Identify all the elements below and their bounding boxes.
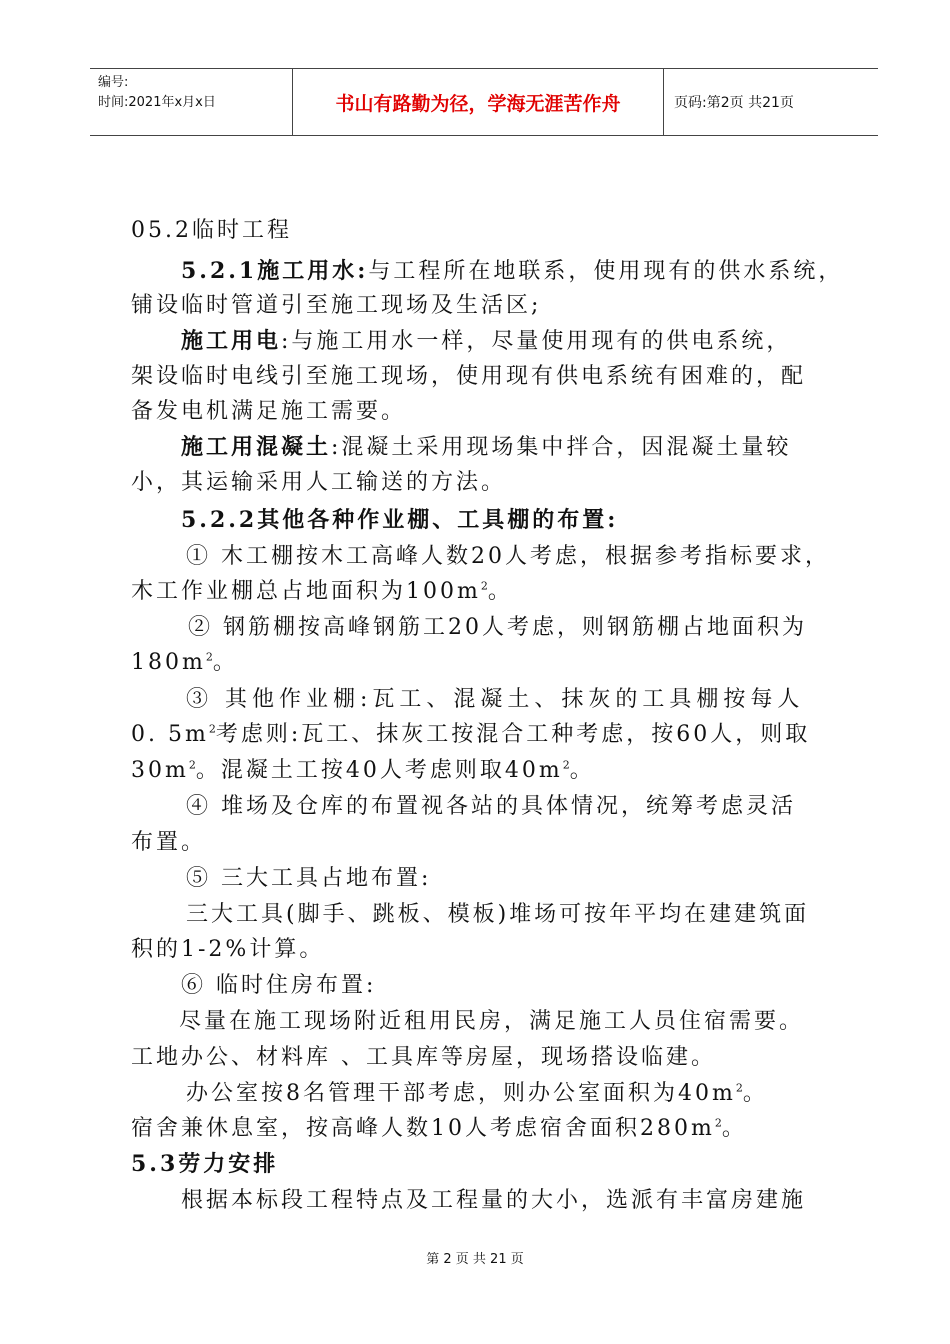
text-line: 办公室按8名管理干部考虑，则办公室面积为$40m^2$。 bbox=[186, 1081, 768, 1106]
page-footer: 第 2 页 共 21 页 bbox=[426, 1252, 524, 1267]
text-line: ③ 其他作业棚:瓦工、混凝土、抹灰的工具棚按每人 bbox=[186, 687, 805, 712]
paragraph-concrete: 施工用混凝土:混凝土采用现场集中拌合，因混凝土量较 bbox=[181, 434, 792, 460]
time-label: 时间:2021年x月x日 bbox=[98, 95, 216, 110]
text-line: 木工作业棚总占地面积为$100m^2$。 bbox=[131, 579, 513, 604]
text-line: ⑥ 临时住房布置: bbox=[181, 973, 377, 998]
text-line: 积的1-2%计算。 bbox=[131, 937, 325, 962]
water-label: 5.2.1施工用水: bbox=[181, 258, 369, 284]
text-line: ② 钢筋棚按高峰钢筋工20人考虑，则钢筋棚占地面积为 bbox=[188, 615, 807, 640]
concrete-label: 施工用混凝土 bbox=[181, 434, 332, 460]
text-line: 小，其运输采用人工输送的方法。 bbox=[131, 470, 507, 495]
number-label: 编号: bbox=[98, 75, 129, 90]
text-line: 工地办公、材料库 、工具库等房屋，现场搭设临建。 bbox=[131, 1045, 716, 1070]
subheading-5-2-2: 5.2.2其他各种作业棚、工具棚的布置: bbox=[181, 507, 619, 533]
text-line: 铺设临时管道引至施工现场及生活区; bbox=[131, 293, 542, 318]
text-line: ④ 堆场及仓库的布置视各站的具体情况，统筹考虑灵活 bbox=[186, 794, 796, 819]
text-line: 备发电机满足施工需要。 bbox=[131, 399, 407, 424]
paragraph-power: 施工用电:与施工用水一样，尽量使用现有的供电系统， bbox=[181, 328, 792, 354]
text-line: 0. $5m^2$考虑则:瓦工、抹灰工按混合工种考虑，按60人，则取 bbox=[131, 722, 811, 747]
power-label: 施工用电 bbox=[181, 328, 282, 354]
header-motto: 书山有路勤为径，学海无涯苦作舟 bbox=[292, 69, 664, 135]
text-line: 根据本标段工程特点及工程量的大小，选派有丰富房建施 bbox=[181, 1188, 807, 1213]
header-meta bbox=[90, 69, 292, 135]
text-line: $180m^2$。 bbox=[131, 650, 238, 675]
text-line: 三大工具(脚手、跳板、模板)堆场可按年平均在建建筑面 bbox=[186, 902, 810, 927]
text-line: 宿舍兼休息室，按高峰人数10人考虑宿舍面积$280m^2$。 bbox=[131, 1116, 747, 1141]
section-heading-5-3: 5.3劳力安排 bbox=[131, 1151, 279, 1177]
section-heading-5-2: 05.2临时工程 bbox=[131, 218, 292, 243]
header-page-info: 页码:第2页 共21页 bbox=[674, 95, 794, 111]
page-header bbox=[90, 68, 878, 136]
text-line: 架设临时电线引至施工现场，使用现有供电系统有困难的，配 bbox=[131, 364, 807, 389]
text-line: 布置。 bbox=[131, 830, 207, 855]
paragraph-water: 5.2.1施工用水:与工程所在地联系，使用现有的供水系统， bbox=[181, 258, 844, 284]
text-line: $30m^2$。混凝土工按40人考虑则取$40m^2$。 bbox=[131, 758, 595, 783]
text-line: ① 木工棚按木工高峰人数20人考虑，根据参考指标要求， bbox=[186, 544, 830, 569]
text-line: 尽量在施工现场附近租用民房，满足施工人员住宿需要。 bbox=[179, 1009, 805, 1034]
text-line: ⑤ 三大工具占地布置: bbox=[186, 866, 432, 891]
